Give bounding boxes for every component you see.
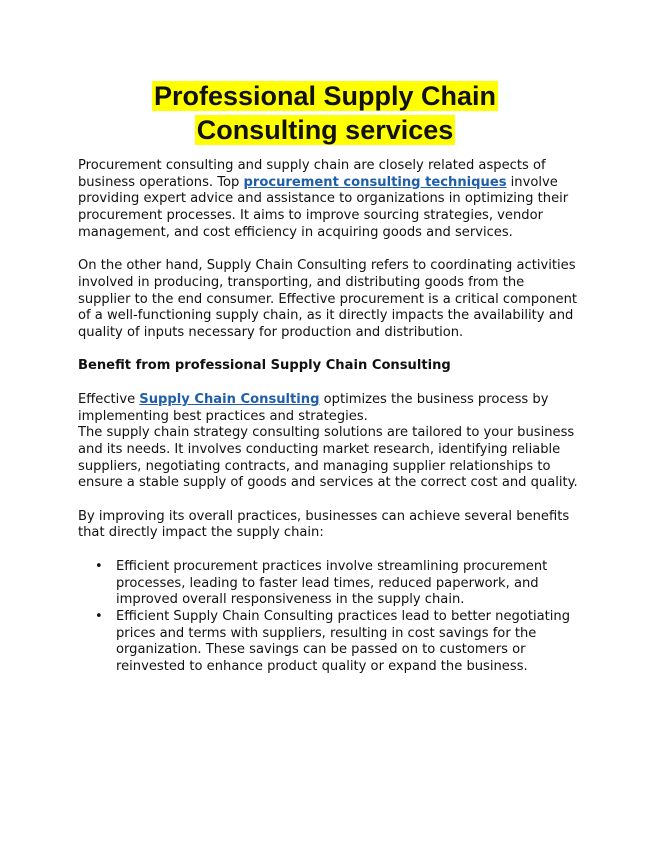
bullet-icon: • — [95, 558, 103, 574]
list-item-text: Efficient procurement practices involve streamlining procurement processes, leading to faster lead times, reduced paperwork, and improved overall responsiveness in the supply chain. — [116, 558, 548, 608]
procurement-consulting-link[interactable]: procurement consulting techniques — [243, 174, 507, 190]
list-item — [78, 609, 578, 676]
paragraph-improving: By improving its overall practices, businesses can achieve several benefits that directly impact the supply chain: — [78, 508, 570, 541]
paragraph-benefit-text-1: Effective — [78, 391, 140, 407]
title-line-2: Consulting services — [196, 115, 454, 145]
benefits-list — [78, 559, 578, 676]
paragraph-benefit — [78, 392, 578, 492]
paragraph-intro-text-1: Procurement consulting and supply chain are closely related aspects of business operations. Top — [78, 158, 546, 190]
section-heading: Benefit from professional Supply Chain Consulting — [78, 358, 451, 374]
list-item-text: Efficient Supply Chain Consulting practices lead to better negotiating prices and terms with suppliers, resulting in cost savings for the organization. These savings can be passed on to customers or reinvested to enhance product quality or expand the business. — [116, 608, 571, 675]
paragraph-benefit-text-2: optimizes the business process by implementing best practices and strategies. — [78, 391, 549, 424]
list-item — [78, 559, 578, 609]
paragraph-benefit-text-3: The supply chain strategy consulting solutions are tailored to your business and its needs. It involves conducting market research, identifying reliable suppliers, negotiating contracts, and managing supplier relationships to ensure a stable supply of goods and services at the correct cost and quality. — [78, 425, 578, 491]
title-line-1: Professional Supply Chain — [153, 81, 497, 111]
bullet-icon: • — [95, 608, 103, 624]
paragraph-intro-text-2: involve providing expert advice and assistance to organizations in optimizing their procurement processes. It aims to improve sourcing strategies, vendor management, and cost efficiency in acquiring goods and services. — [78, 174, 569, 240]
document-body — [78, 158, 578, 676]
supply-chain-consulting-link[interactable]: Supply Chain Consulting — [139, 391, 320, 407]
paragraph-supply-chain: On the other hand, Supply Chain Consulting refers to coordinating activities involved in producing, transporting, and distributing goods from the supplier to the end consumer. Effective procurement is a critical component of a well-functioning supply chain, as it directly impacts the availability and quality of inputs necessary for production and distribution. — [78, 258, 578, 341]
page-title — [0, 79, 650, 147]
paragraph-intro — [78, 158, 578, 242]
